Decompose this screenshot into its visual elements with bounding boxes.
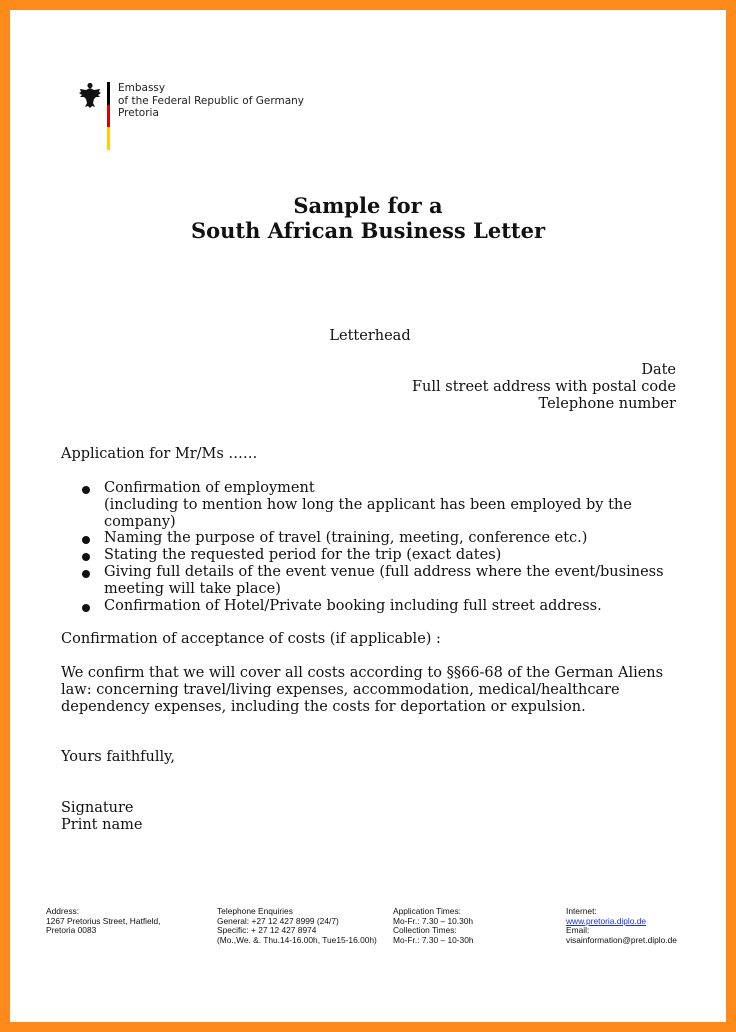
footer-application-times: Application Times: Mo-Fr.: 7.30 – 10.30h Collection Times: Mo-Fr.: 7.30 – 10-30h [393,906,474,945]
print-name-label: Print name [61,817,143,833]
flag-red [107,105,110,128]
signature-label: Signature [61,800,134,816]
bullet-icon [82,604,90,612]
flag-stripe [107,82,110,150]
flag-gold [107,127,110,150]
list-item: Naming the purpose of travel (training, meeting, conference etc.) [61,530,681,547]
list-item: Giving full details of the event venue (full address where the event/business meeting will take place) [61,564,681,598]
footer-internet: Internet: www.pretoria.diplo.de Email: visainformation@pret.diplo.de [566,906,677,945]
costs-heading: Confirmation of acceptance of costs (if applicable) : [61,631,441,647]
footer-telephone: Telephone Enquiries General: +27 12 427 8999 (24/7) Specific: + 27 12 427 8974 (Mo.,We. &. Thu.14-16.00h, Tue15-16.00h) [217,906,377,945]
website-link[interactable]: www.pretoria.diplo.de [566,915,647,926]
closing: Yours faithfully, [61,749,176,765]
footer-address: Address: 1267 Pretorius Street, Hatfield, Pretoria 0083 [46,906,161,936]
title-line-2: South African Business Letter [190,218,546,243]
title-line-1: Sample for a [293,193,443,218]
federal-eagle-icon [78,81,102,109]
bullet-icon [82,536,90,544]
list-item: Stating the requested period for the trip (exact dates) [61,547,681,564]
embassy-line-3: Pretoria [118,107,159,119]
embassy-name [118,82,304,120]
list-item: Confirmation of employment (including to mention how long the applicant has been employed by the company) [61,480,681,530]
letter-page [10,10,726,1022]
embassy-line-1: Embassy [118,82,166,94]
date-label: Date [641,362,676,378]
bullet-icon [82,486,90,494]
flag-black [107,82,110,105]
requirements-list [61,480,681,614]
telephone-label: Telephone number [538,396,676,412]
bullet-icon [82,553,90,561]
list-item: Confirmation of Hotel/Private booking including full street address. [61,598,681,615]
subject-line: Application for Mr/Ms …… [61,446,258,462]
email-address: visainformation@pret.diplo.de [566,934,677,945]
letterhead-label: Letterhead [329,328,411,344]
bullet-icon [82,570,90,578]
embassy-line-2: of the Federal Republic of Germany [118,94,305,107]
address-label: Full street address with postal code [411,379,676,395]
costs-paragraph: We confirm that we will cover all costs according to §§66-68 of the German Aliens law: concerning travel/living expenses, accommodation, medical/healthcare dependency expenses, including the costs for deportation or expulsion. [61,665,664,715]
